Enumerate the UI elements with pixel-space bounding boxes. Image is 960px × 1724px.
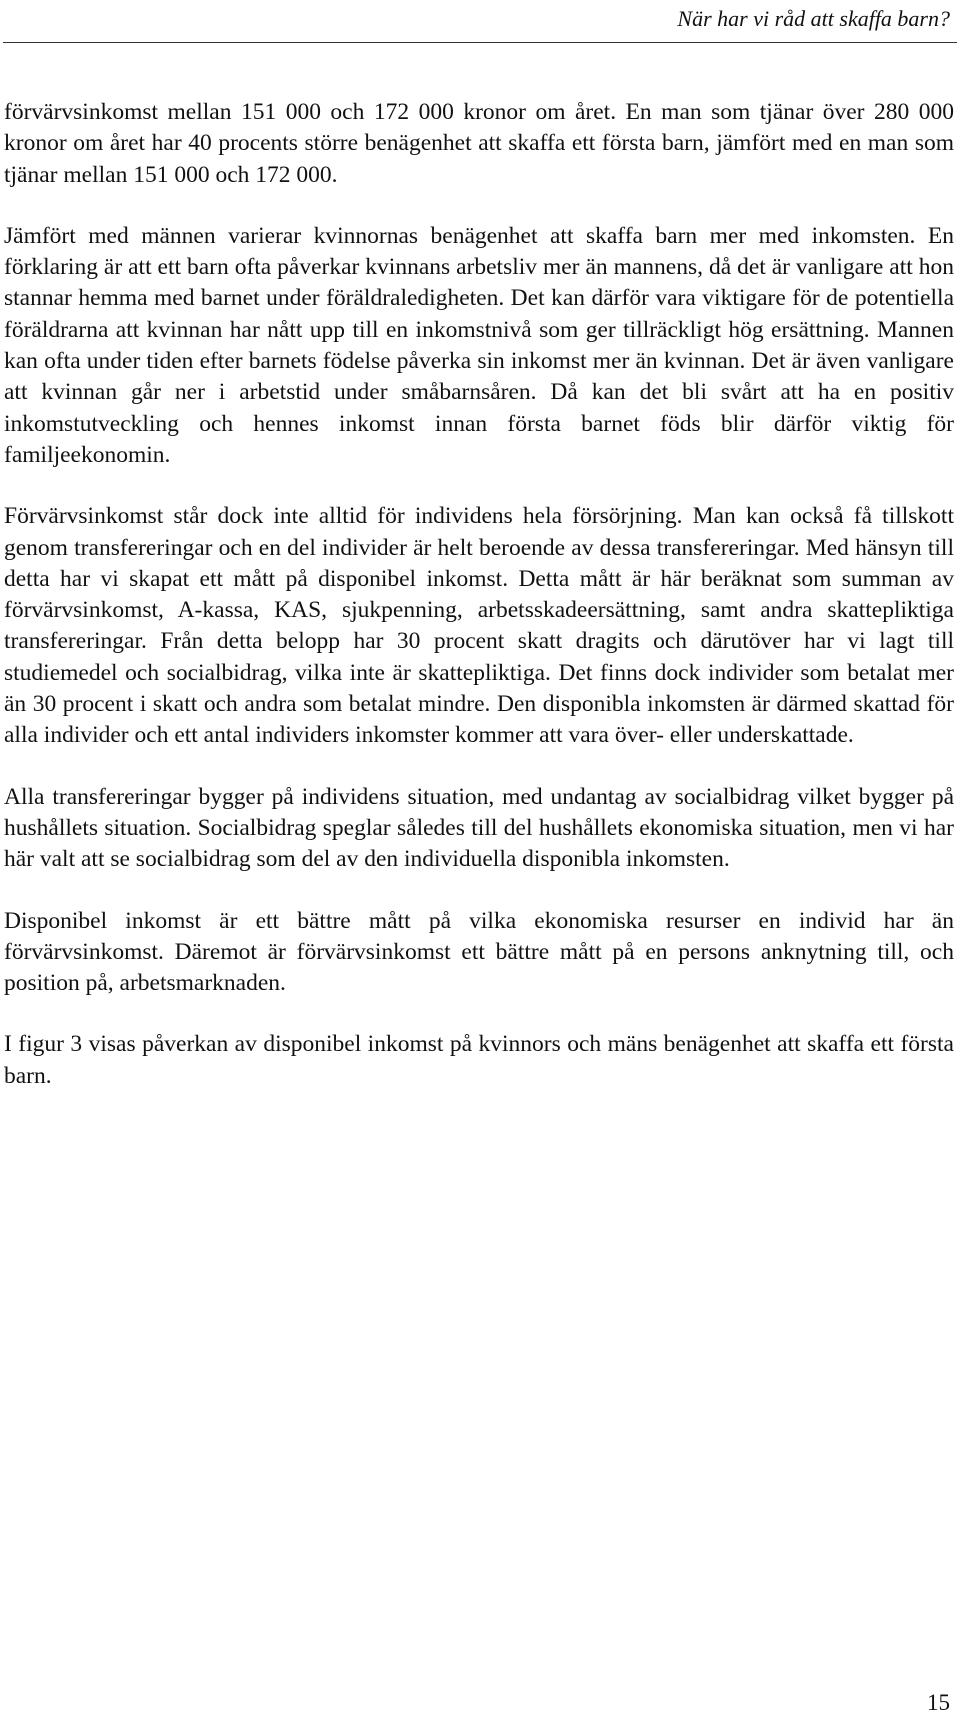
paragraph-income-women: Jämfört med männen varierar kvinnornas benägenhet att skaffa barn mer med inkomsten. En förklaring är att ett barn ofta påverkar kvinnans arbetsliv mer än mannens, då det är vanligare att hon stannar hemma med barnet under föräldraledigheten. Det kan därför vara viktigare för de potentiella föräldrarna att kvinnan har nått upp till en inkomstnivå som ger tillräckligt hög ersättning. Mannen kan ofta under tiden efter barnets födelse påverka sin inkomst mer än kvinnan. Det är även vanligare att kvinnan går ner i arbetstid under småbarnsåren. Då kan det bli svårt att ha en positiv inkomstutveckling och hennes inkomst innan första barnet föds blir därför viktig för familjeekonomin. bbox=[4, 222, 954, 468]
page-number: 15 bbox=[927, 1690, 950, 1715]
paragraph-comparison: Disponibel inkomst är ett bättre mått på vilka ekonomiska resurser en individ har än förvärvsinkomst. Däremot är förvärvsinkomst ett bättre mått på en persons anknytning till, och position på, arbetsmarknaden. bbox=[4, 907, 954, 997]
paragraph-figure-reference: I figur 3 visas påverkan av disponibel inkomst på kvinnors och mäns benägenhet att skaffa ett första barn. bbox=[4, 1031, 954, 1089]
header-divider bbox=[3, 42, 957, 43]
paragraph-income-men: förvärvsinkomst mellan 151 000 och 172 000 kronor om året. En man som tjänar över 280 000 kronor om året har 40 procents större benägenhet att skaffa ett första barn, jämfört med en man som tjänar mellan 151 000 och 172 000. bbox=[4, 99, 954, 188]
paragraph-transfers: Alla transfereringar bygger på individens situation, med undantag av socialbidrag vilket bygger på hushållets situation. Socialbidrag speglar således till del hushållets ekonomiska situation, men vi har här valt att se socialbidrag som del av den individuella disponibla inkomsten. bbox=[4, 783, 954, 873]
body-text bbox=[4, 97, 954, 1122]
running-header-title: När har vi råd att skaffa barn? bbox=[677, 6, 950, 31]
paragraph-disposable-income: Förvärvsinkomst står dock inte alltid för individens hela försörjning. Man kan också få tillskott genom transfereringar och en del individer är helt beroende av dessa transfereringar. Med hänsyn till detta har vi skapat ett mått på disponibel inkomst. Detta mått är här beräknat som summan av förvärvsinkomst, A-kassa, KAS, sjukpenning, arbetsskadeersättning, samt andra skattepliktiga transfereringar. Från detta belopp har 30 procent skatt dragits och därutöver har vi lagt till studiemedel och socialbidrag, vilka inte är skattepliktiga. Det finns dock individer som betalat mer än 30 procent i skatt och andra som betalat mindre. Den disponibla inkomsten är därmed skattad för alla individer och ett antal individers inkomster kommer att vara över- eller underskattade. bbox=[4, 503, 954, 749]
